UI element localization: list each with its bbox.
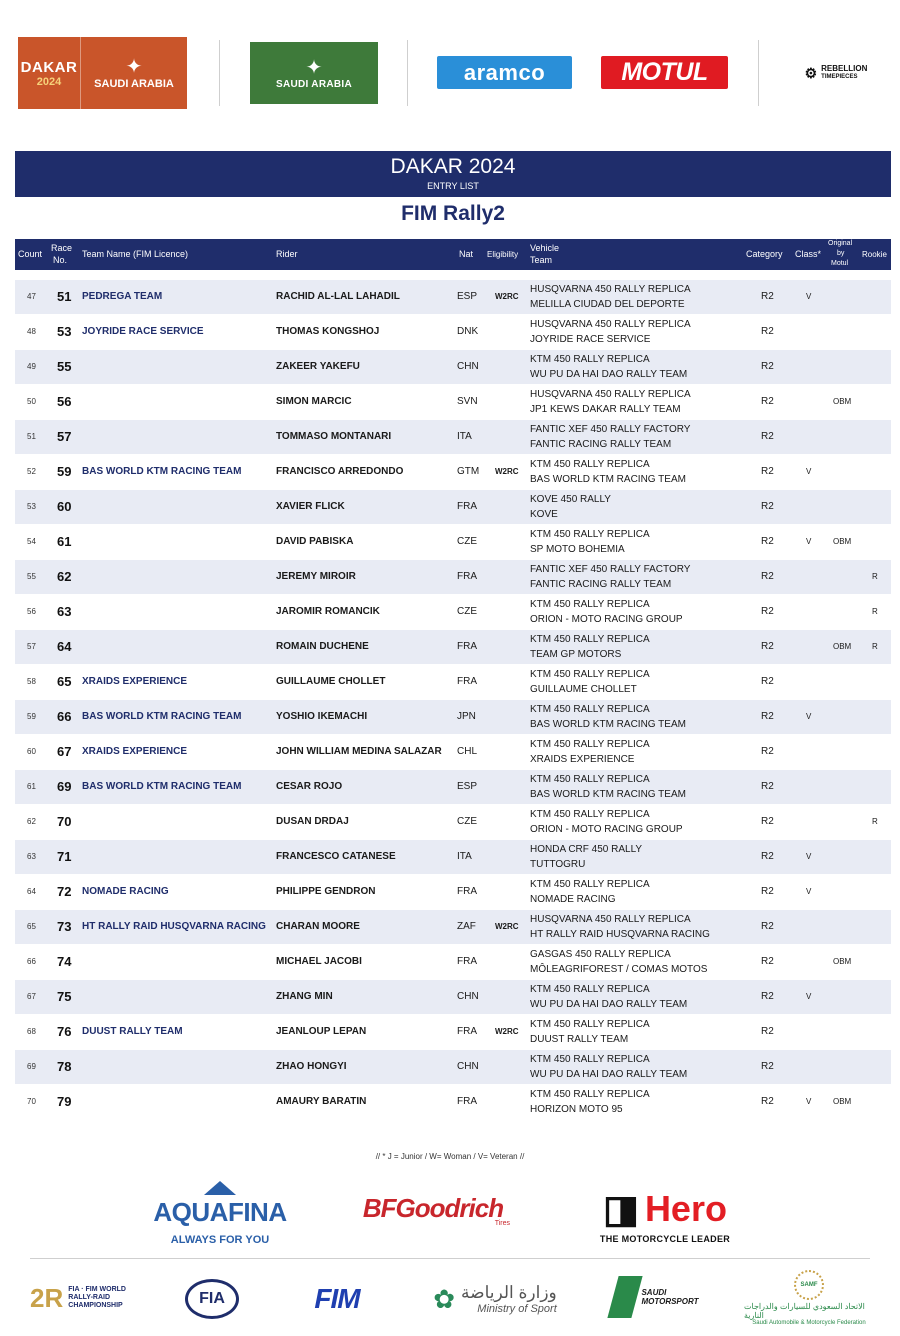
table-row [15,525,891,559]
motorsport-line1: SAUDI [641,1288,667,1297]
eligibility: W2RC [495,467,519,476]
vehicle-model: KTM 450 RALLY REPLICA [530,1054,650,1065]
motul-logo: MOTUL [601,56,728,89]
category: R2 [761,501,774,512]
category: R2 [761,1096,774,1107]
race-number: 62 [57,569,72,584]
table-row [15,665,891,699]
table-row [15,875,891,909]
vehicle-model: KTM 450 RALLY REPLICA [530,599,650,610]
vehicle-model: HUSQVARNA 450 RALLY REPLICA [530,284,691,295]
rider-name: DUSAN DRDAJ [276,816,349,827]
vehicle-model: KTM 450 RALLY REPLICA [530,704,650,715]
race-number: 75 [57,989,72,1004]
race-number: 56 [57,394,72,409]
samf-logo [744,1268,874,1328]
vehicle-team: WU PU DA HAI DAO RALLY TEAM [530,1069,688,1080]
table-row [15,1085,891,1119]
entry-count: 53 [27,502,36,511]
vehicle-team: NOMADE RACING [530,894,616,905]
rider-name: ZHAO HONGYI [276,1061,347,1072]
table-row [15,630,891,664]
gear-icon: ⚙ [804,64,818,81]
vehicle-model: KTM 450 RALLY REPLICA [530,809,650,820]
col-race-no-2: No. [53,255,68,265]
rider-name: FRANCISCO ARREDONDO [276,466,404,477]
class-mark: V [806,887,812,896]
category: R2 [761,711,774,722]
category: R2 [761,1061,774,1072]
vehicle-team: WU PU DA HAI DAO RALLY TEAM [530,369,688,380]
samf-badge-icon [794,1270,824,1300]
nationality: GTM [457,466,480,477]
nationality: FRA [457,571,477,582]
table-row [15,735,891,769]
nationality: CZE [457,816,477,827]
table-row [15,315,891,349]
fia-mark: FIA [185,1279,239,1319]
table-row [15,840,891,874]
rider-name: CESAR ROJO [276,781,343,792]
entry-count: 63 [27,852,36,861]
race-number: 67 [57,744,72,759]
class-mark: V [806,537,812,546]
entry-count: 54 [27,537,36,546]
nationality: CHN [457,991,479,1002]
col-eligibility: Eligibility [487,250,519,259]
col-class: Class* [795,249,822,259]
rebellion-sub: TIMEPIECES [821,74,858,80]
rider-name: JEANLOUP LEPAN [276,1026,367,1037]
vehicle-model: KTM 450 RALLY REPLICA [530,354,650,365]
class-mark: V [806,712,812,721]
nationality: CHL [457,746,478,757]
vehicle-team: FANTIC RACING RALLY TEAM [530,439,672,450]
mountain-icon [204,1181,236,1195]
fim-logo: FIM [314,1283,360,1314]
entry-count: 66 [27,957,36,966]
aquafina-name: AQUAFINA [153,1196,287,1227]
category: R2 [761,676,774,687]
vehicle-team: KOVE [530,509,558,520]
vehicle-team: MÔLEAGRIFOREST / COMAS MOTOS [530,964,708,975]
rider-name: SIMON MARCIC [276,396,352,407]
dakar-saudi-arabia-logo [18,37,187,109]
vehicle-model: KTM 450 RALLY REPLICA [530,984,650,995]
team-name: BAS WORLD KTM RACING TEAM [82,466,242,477]
vehicle-team: BAS WORLD KTM RACING TEAM [530,719,686,730]
vehicle-model: KTM 450 RALLY REPLICA [530,459,650,470]
table-row [15,1015,891,1049]
nationality: FRA [457,641,477,652]
nationality: FRA [457,1096,477,1107]
vehicle-model: KOVE 450 RALLY [530,494,611,505]
table-row [15,700,891,734]
category: R2 [761,781,774,792]
w2rc-mark: 2R [30,1282,64,1313]
team-name: DUUST RALLY TEAM [82,1026,183,1037]
original-by-motul: OBM [833,957,852,966]
eligibility: W2RC [495,922,519,931]
team-name: BAS WORLD KTM RACING TEAM [82,711,242,722]
samf-badge-text: SAMF [800,1282,818,1288]
rider-name: XAVIER FLICK [276,501,345,512]
logo-divider [219,40,220,106]
nationality: FRA [457,501,477,512]
table-row [15,805,891,839]
table-header [15,239,891,270]
vehicle-model: HUSQVARNA 450 RALLY REPLICA [530,389,691,400]
eligibility: W2RC [495,1027,519,1036]
entry-count: 52 [27,467,36,476]
rider-name: THOMAS KONGSHOJ [276,326,380,337]
team-name: PEDREGA TEAM [82,291,163,302]
table-row [15,1050,891,1084]
vehicle-model: KTM 450 RALLY REPLICA [530,634,650,645]
rider-name: MICHAEL JACOBI [276,956,362,967]
dakar-country: SAUDI ARABIA [94,78,174,90]
table-row [15,420,891,454]
vehicle-team: DUUST RALLY TEAM [530,1034,629,1045]
category: R2 [761,606,774,617]
vehicle-team: TUTTOGRU [530,859,586,870]
col-vehicle: Vehicle [530,243,560,253]
entry-count: 56 [27,607,36,616]
motorsport-mark-icon [608,1276,643,1318]
category: R2 [761,291,774,302]
hero-h-icon: ◨ [603,1188,639,1231]
logo-divider [758,40,759,106]
dakar-wordmark: DAKAR [20,58,78,76]
race-number: 71 [57,849,72,864]
vehicle-model: HONDA CRF 450 RALLY [530,844,643,855]
class-mark: V [806,467,812,476]
ministry-emblem-icon: ✿ [433,1283,456,1314]
nationality: ITA [457,431,472,442]
entry-count: 55 [27,572,36,581]
logo-divider [407,40,408,106]
vehicle-model: KTM 450 RALLY REPLICA [530,1019,650,1030]
vehicle-model: FANTIC XEF 450 RALLY FACTORY [530,564,691,575]
nationality: FRA [457,956,477,967]
hero-tagline: THE MOTORCYCLE LEADER [599,1233,731,1244]
col-vehicle-team: Team [530,255,553,265]
vehicle-team: FANTIC RACING RALLY TEAM [530,579,672,590]
rider-name: TOMMASO MONTANARI [276,431,392,442]
samf-english: Saudi Automobile & Motorcycle Federation [752,1320,866,1326]
race-number: 72 [57,884,72,899]
w2rc-line2: RALLY-RAID [68,1294,111,1301]
entry-count: 51 [27,432,36,441]
saudi-arabia-logo [250,42,378,104]
category: R2 [761,396,774,407]
col-rookie: Rookie [862,250,887,259]
race-number: 79 [57,1094,72,1109]
class-mark: V [806,1097,812,1106]
race-number: 65 [57,674,72,689]
palm-swords-icon: ✦ [125,56,143,78]
rider-name: ZAKEER YAKEFU [276,361,360,372]
class-mark: V [806,292,812,301]
bfgoodrich-name: BFGoodrich [362,1193,504,1223]
rider-name: FRANCESCO CATANESE [276,851,396,862]
rider-name: JAROMIR ROMANCIK [276,606,380,617]
race-number: 73 [57,919,72,934]
race-number: 69 [57,779,72,794]
vehicle-team: BAS WORLD KTM RACING TEAM [530,789,686,800]
table-row [15,980,891,1014]
category: R2 [761,641,774,652]
rider-name: RACHID AL-LAL LAHADIL [276,291,400,302]
ministry-english: Ministry of Sport [477,1303,557,1315]
vehicle-team: SP MOTO BOHEMIA [530,544,625,555]
vehicle-model: KTM 450 RALLY REPLICA [530,739,650,750]
race-number: 51 [57,289,72,304]
entry-count: 57 [27,642,36,651]
entry-count: 47 [27,292,36,301]
vehicle-team: BAS WORLD KTM RACING TEAM [530,474,686,485]
samf-arabic: الاتحاد السعودي للسيارات والدراجات النارية [744,1302,865,1320]
race-number: 55 [57,359,72,374]
team-name: BAS WORLD KTM RACING TEAM [82,781,242,792]
vehicle-team: XRAIDS EXPERIENCE [530,754,635,765]
footnote: // * J = Junior / W= Woman / V= Veteran // [375,1152,525,1161]
vehicle-model: KTM 450 RALLY REPLICA [530,1089,650,1100]
table-row [15,385,891,419]
original-by-motul: OBM [833,537,852,546]
col-race-no: Race [51,243,73,253]
palm-swords-icon: ✦ [305,56,323,79]
race-number: 76 [57,1024,72,1039]
entry-count: 68 [27,1027,36,1036]
table-row [15,350,891,384]
col-count: Count [18,249,43,259]
hero-logo [590,1180,740,1250]
rebellion-name: REBELLION [821,64,868,73]
entry-count: 48 [27,327,36,336]
race-number: 61 [57,534,72,549]
vehicle-model: KTM 450 RALLY REPLICA [530,669,650,680]
vehicle-model: HUSQVARNA 450 RALLY REPLICA [530,319,691,330]
race-number: 74 [57,954,72,969]
table-row [15,455,891,489]
entry-count: 61 [27,782,36,791]
entry-count: 70 [27,1097,36,1106]
vehicle-model: KTM 450 RALLY REPLICA [530,774,650,785]
saudi-arabia-label: SAUDI ARABIA [275,78,352,90]
table-row [15,945,891,979]
nationality: DNK [457,326,479,337]
rider-name: PHILIPPE GENDRON [276,886,376,897]
rider-name: GUILLAUME CHOLLET [276,676,386,687]
category: R2 [761,571,774,582]
aquafina-logo [155,1175,285,1251]
vehicle-team: ORION - MOTO RACING GROUP [530,824,683,835]
w2rc-line1: FIA · FIM WORLD [68,1286,126,1293]
table-row [15,560,891,594]
category-title: FIM Rally2 [401,202,505,225]
category: R2 [761,1026,774,1037]
dakar-year: 2024 [36,75,62,88]
vehicle-model: KTM 450 RALLY REPLICA [530,529,650,540]
race-number: 66 [57,709,72,724]
entry-count: 59 [27,712,36,721]
vehicle-team: WU PU DA HAI DAO RALLY TEAM [530,999,688,1010]
ministry-of-sport-logo [425,1276,565,1322]
entry-count: 60 [27,747,36,756]
vehicle-team: MELILLA CIUDAD DEL DEPORTE [530,299,685,310]
race-number: 78 [57,1059,72,1074]
col-original-2: by [837,250,845,257]
table-row [15,770,891,804]
rider-name: CHARAN MOORE [276,921,360,932]
race-number: 70 [57,814,72,829]
rookie-mark: R [872,572,878,581]
nationality: SVN [457,396,478,407]
nationality: ZAF [457,921,476,932]
vehicle-team: GUILLAUME CHOLLET [530,684,637,695]
class-mark: V [806,852,812,861]
vehicle-team: HORIZON MOTO 95 [530,1104,623,1115]
vehicle-model: FANTIC XEF 450 RALLY FACTORY [530,424,691,435]
race-number: 59 [57,464,72,479]
race-number: 64 [57,639,72,654]
vehicle-model: GASGAS 450 RALLY REPLICA [530,949,671,960]
table-row [15,910,891,944]
nationality: FRA [457,676,477,687]
category: R2 [761,956,774,967]
class-mark: V [806,992,812,1001]
rider-name: ZHANG MIN [276,991,333,1002]
ministry-arabic: وزارة الرياضة [461,1283,557,1302]
saudi-motorsport-logo [610,1272,702,1322]
rebellion-timepieces-logo [790,60,882,86]
col-original: Original [828,240,853,247]
entry-count: 49 [27,362,36,371]
nationality: FRA [457,1026,477,1037]
team-name: JOYRIDE RACE SERVICE [82,326,204,337]
title-banner [15,151,891,197]
category: R2 [761,746,774,757]
rider-name: ROMAIN DUCHENE [276,641,369,652]
category: R2 [761,886,774,897]
team-name: XRAIDS EXPERIENCE [82,676,188,687]
col-original-3: Motul [831,260,849,267]
nationality: CHN [457,1061,479,1072]
entry-count: 50 [27,397,36,406]
hero-name: Hero [644,1188,727,1229]
rider-name: JEREMY MIROIR [276,571,356,582]
original-by-motul: OBM [833,397,852,406]
vehicle-team: JP1 KEWS DAKAR RALLY TEAM [530,404,681,415]
category: R2 [761,536,774,547]
col-nat: Nat [459,249,474,259]
nationality: FRA [457,886,477,897]
w2rc-line3: CHAMPIONSHIP [68,1302,123,1309]
entry-count: 62 [27,817,36,826]
race-number: 53 [57,324,72,339]
bfgoodrich-sub: Tires [494,1220,510,1227]
category: R2 [761,466,774,477]
team-name: XRAIDS EXPERIENCE [82,746,188,757]
category: R2 [761,361,774,372]
entry-count: 67 [27,992,36,1001]
category: R2 [761,921,774,932]
nationality: ITA [457,851,472,862]
nationality: CZE [457,536,477,547]
nationality: JPN [457,711,476,722]
rookie-mark: R [872,642,878,651]
table-row [15,280,891,314]
rookie-mark: R [872,607,878,616]
nationality: CZE [457,606,477,617]
w2rc-logo [28,1278,128,1318]
vehicle-team: ORION - MOTO RACING GROUP [530,614,683,625]
document-subtitle: ENTRY LIST [427,181,479,191]
rookie-mark: R [872,817,878,826]
team-name: NOMADE RACING [82,886,169,897]
category: R2 [761,816,774,827]
col-team: Team Name (FIM Licence) [82,249,189,259]
category: R2 [761,851,774,862]
entry-count: 69 [27,1062,36,1071]
nationality: ESP [457,781,478,792]
table-row [15,595,891,629]
race-number: 63 [57,604,72,619]
entry-count: 58 [27,677,36,686]
vehicle-model: HUSQVARNA 450 RALLY REPLICA [530,914,691,925]
eligibility: W2RC [495,292,519,301]
entry-count: 64 [27,887,36,896]
original-by-motul: OBM [833,1097,852,1106]
category: R2 [761,431,774,442]
entry-count: 65 [27,922,36,931]
nationality: CHN [457,361,479,372]
rider-name: JOHN WILLIAM MEDINA SALAZAR [276,746,442,757]
rider-name: DAVID PABISKA [276,536,354,547]
nationality: ESP [457,291,478,302]
team-name: HT RALLY RAID HUSQVARNA RACING [82,921,266,932]
race-number: 57 [57,429,72,444]
original-by-motul: OBM [833,642,852,651]
vehicle-team: JOYRIDE RACE SERVICE [530,334,651,345]
vehicle-team: HT RALLY RAID HUSQVARNA RACING [530,929,710,940]
race-number: 60 [57,499,72,514]
bfgoodrich-logo [348,1190,518,1230]
col-rider: Rider [276,249,298,259]
fia-logo [182,1278,242,1320]
category: R2 [761,326,774,337]
category: R2 [761,991,774,1002]
document-title: DAKAR 2024 [390,155,516,178]
rider-name: YOSHIO IKEMACHI [276,711,368,722]
table-row [15,490,891,524]
aramco-logo: aramco [437,56,572,89]
col-category: Category [746,249,783,259]
footer-divider [30,1258,870,1259]
vehicle-team: TEAM GP MOTORS [530,649,622,660]
vehicle-model: KTM 450 RALLY REPLICA [530,879,650,890]
aquafina-tagline: ALWAYS FOR YOU [170,1233,270,1246]
motorsport-line2: MOTORSPORT [641,1297,699,1306]
rider-name: AMAURY BARATIN [276,1096,367,1107]
